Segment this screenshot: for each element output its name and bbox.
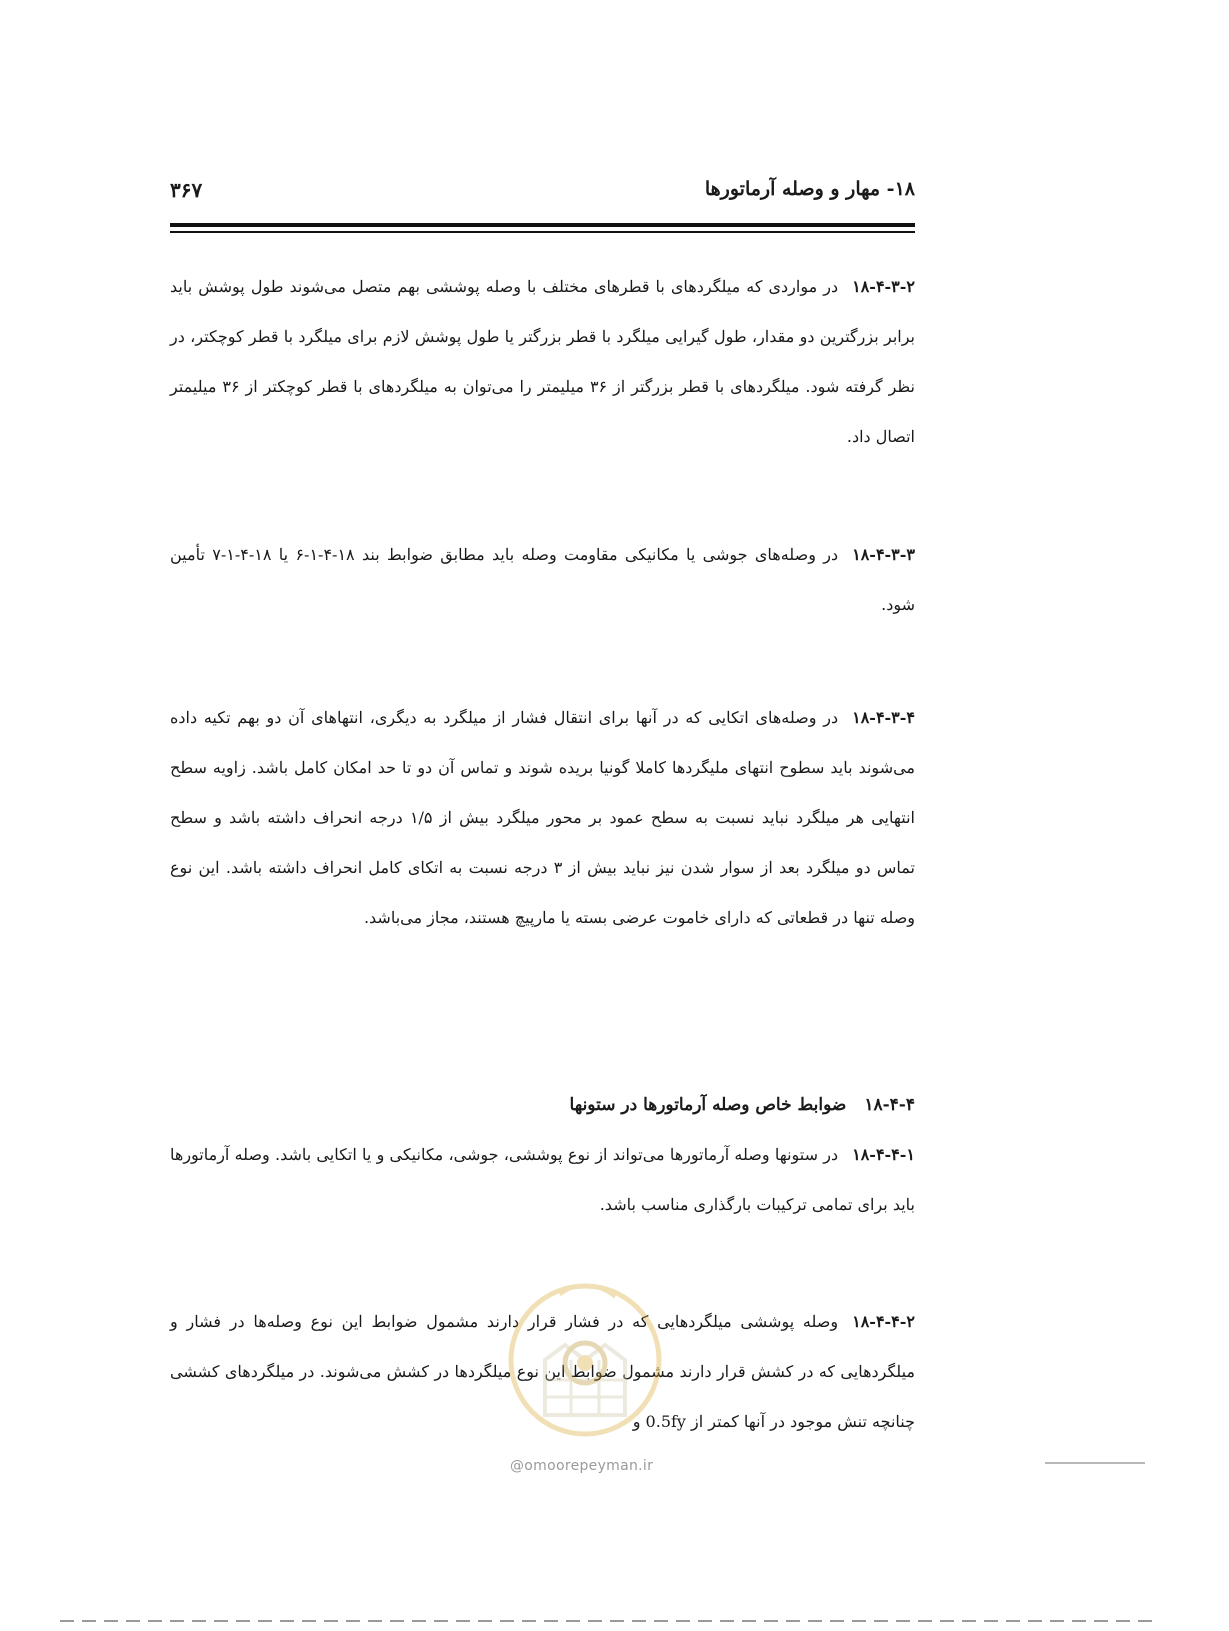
scan-artifact: [60, 1620, 1160, 1622]
section-title: ضوابط خاص وصله آرماتورها در ستونها: [569, 1095, 847, 1115]
watermark-logo: [505, 1265, 665, 1455]
clause-number: ۱۸-۴-۴-۱: [852, 1145, 915, 1164]
watermark-url: @omoorepeyman.ir: [510, 1458, 654, 1474]
header-rule-thin: [170, 231, 915, 233]
paragraph-18-4-3-3: [170, 530, 915, 630]
clause-number: ۱۸-۴-۴-۲: [852, 1312, 915, 1331]
clause-number: ۱۸-۴-۳-۳: [852, 545, 915, 564]
clause-number: ۱۸-۴-۳-۴: [852, 708, 915, 727]
section-heading-18-4-4: [170, 1085, 915, 1125]
paragraph-18-4-4-1: [170, 1130, 915, 1230]
clause-number: ۱۸-۴-۳-۲: [852, 277, 915, 296]
section-number: ۱۸-۴-۴: [864, 1095, 915, 1115]
scan-artifact: [1045, 1462, 1145, 1464]
paragraph-text: در وصله‌های اتکایی که در آنها برای انتقال فشار از میلگرد به دیگری، انتهاهای آن دو بهم تکیه داده می‌شوند باید سطوح انتهای ملیگردها کاملا گونیا بریده شوند و تماس آن دو تا حد امکان کامل باشد. زاویه سطح انتهایی هر میلگرد نباید نسبت به سطح عمود بر محور میلگرد بیش از ۱/۵ درجه انحراف داشته باشد و سطح تماس دو میلگرد بعد از سوار شدن نیز نباید بیش از ۳ درجه نسبت به اتکای کامل انحراف داشته باشد. این نوع وصله تنها در قطعاتی که دارای خاموت عرضی بسته یا مارپیچ هستند، مجاز می‌باشد.: [170, 708, 915, 927]
paragraph-text: وصله پوششی میلگردهایی که در فشار قرار دارند مشمول ضوابط این نوع وصله‌ها در فشار و میلگردهایی که در کشش قرار دارند مشمول ضوابط این نوع میلگردها در کشش می‌شوند. در میلگردهای کششی چنانچه تنش موجود در آنها کمتر از 0.5fy و: [170, 1312, 915, 1431]
running-header: [170, 178, 915, 218]
header-rule-thick: [170, 223, 915, 227]
chapter-title: ۱۸- مهار و وصله آرماتورها: [704, 178, 915, 200]
paragraph-18-4-3-4: [170, 693, 915, 943]
paragraph-text: در ستونها وصله آرماتورها می‌تواند از نوع پوششی، جوشی، مکانیکی و یا اتکایی باشد. وصله آرماتورها باید برای تمامی ترکیبات بارگذاری مناسب باشد.: [170, 1145, 915, 1214]
paragraph-text: در مواردی که میلگردهای با قطرهای مختلف با وصله پوششی بهم متصل می‌شوند طول پوشش باید برابر بزرگترین دو مقدار، طول گیرایی میلگرد با قطر بزرگتر یا طول پوشش لازم برای میلگرد با قطر کوچکتر، در نظر گرفته شود. میلگردهای با قطر بزرگتر از ۳۶ میلیمتر را می‌توان به میلگردهای با قطر کوچکتر از ۳۶ میلیمتر اتصال داد.: [170, 277, 916, 446]
paragraph-18-4-3-2: [170, 262, 915, 462]
paragraph-text: در وصله‌های جوشی یا مکانیکی مقاومت وصله باید مطابق ضوابط بند ۱۸-۴-۱-۶ یا ۱۸-۴-۱-۷ تأمین شود.: [170, 545, 915, 614]
page-number: ۳۶۷: [170, 178, 203, 202]
